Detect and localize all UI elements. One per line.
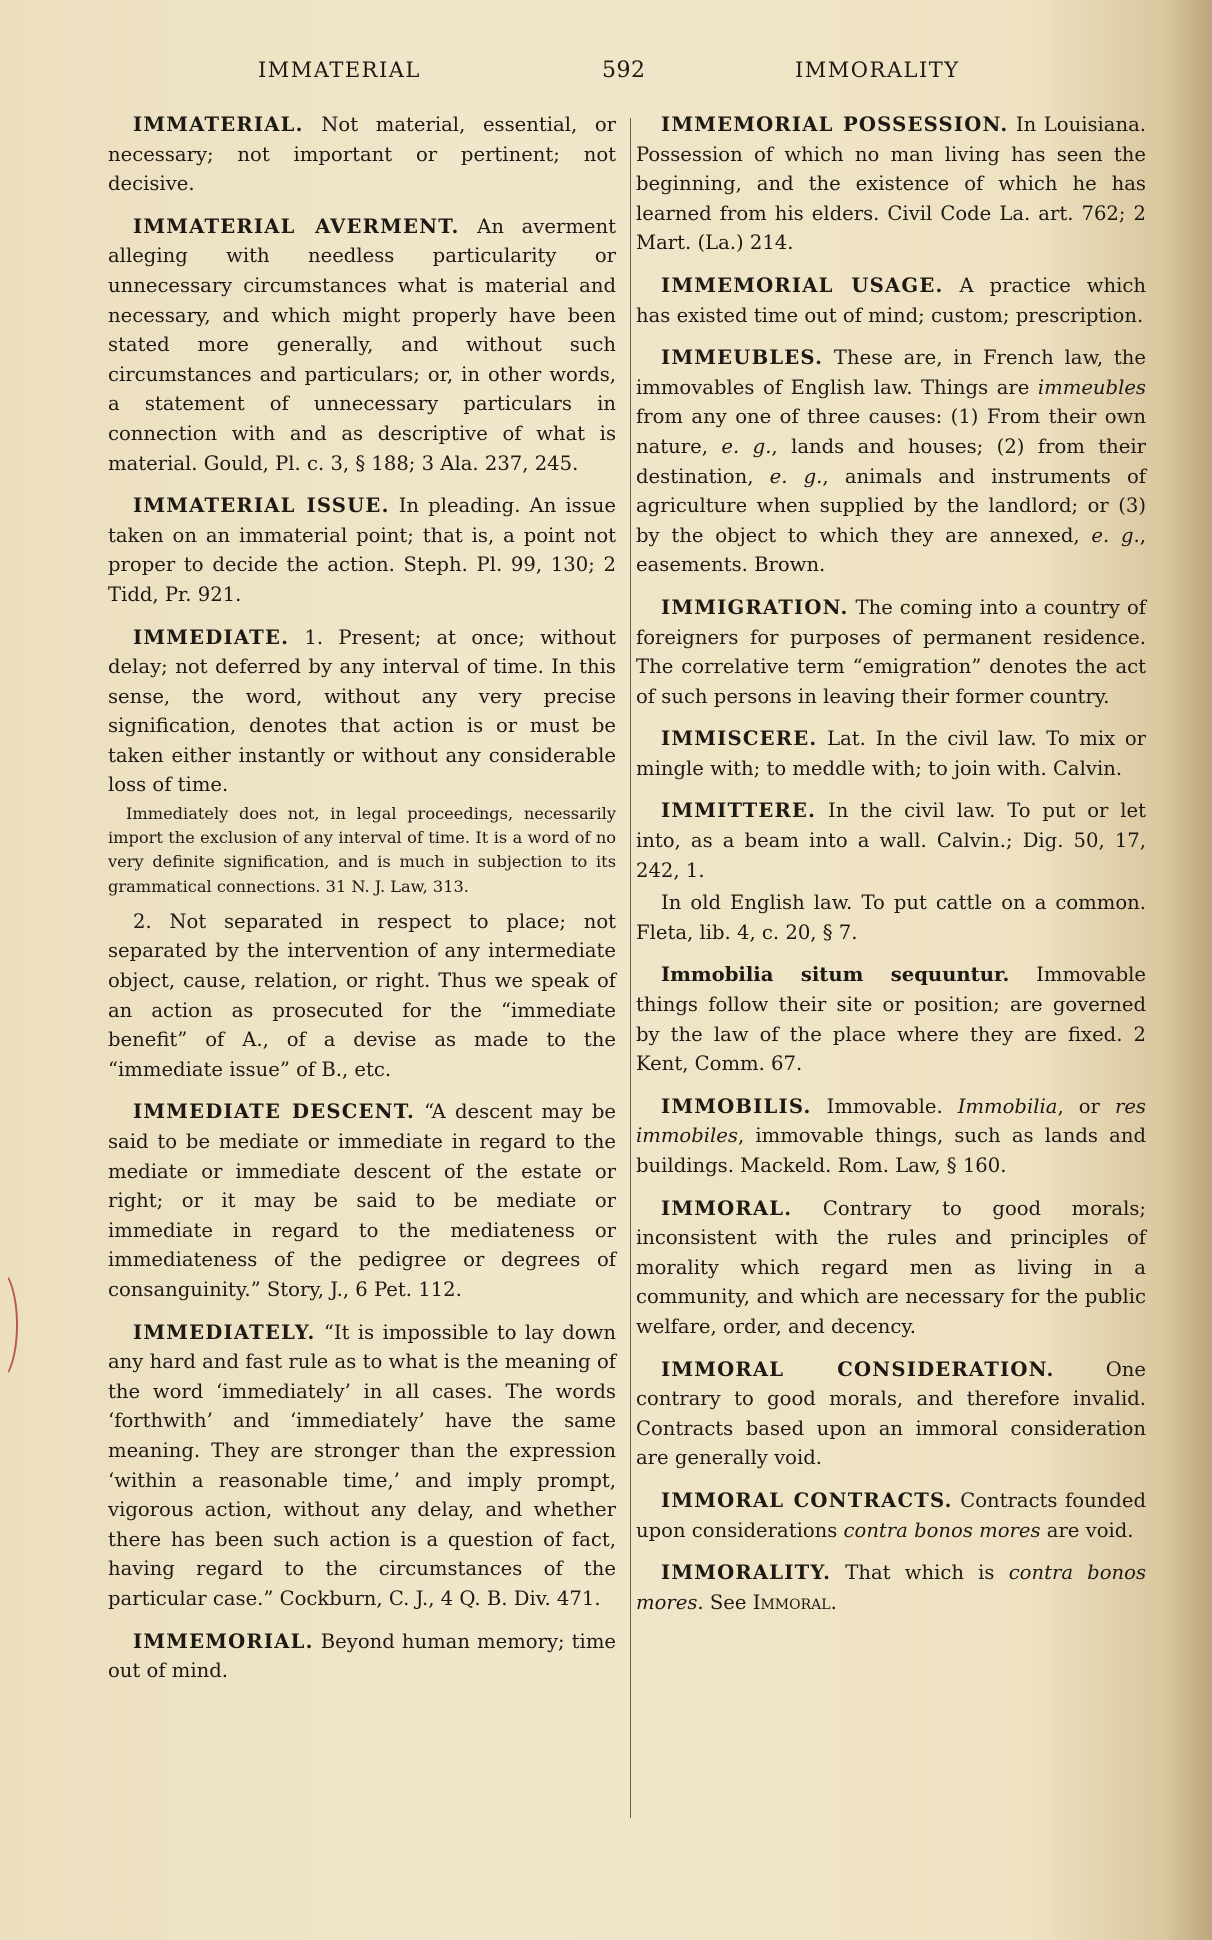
definition: The coming into a country of foreigners for purposes of permanent residence. The correlative term “emigration” denotes the act of such persons in leaving their former country. xyxy=(636,595,1146,708)
definition: “It is impossible to lay down any hard and fast rule as to what is the meaning of the word ‘immediately’ in all cases. The words ‘forthwith’ and ‘immediately’ have the same meaning. They are stronger than the expression ‘within a reasonable time,’ and imply prompt, vigorous action, without any delay, and whether there has been such action is a question of fact, having regard to the circumstances of the particular case.” Cockburn, C. J., 4 Q. B. Div. 471. xyxy=(108,1320,616,1610)
entry-immediately xyxy=(108,1318,616,1614)
page-edge-mark xyxy=(0,1268,18,1382)
headword: IMMEMORIAL POSSESSION. xyxy=(661,113,1009,136)
definition-italic: res immobiles xyxy=(636,1094,1146,1148)
entry-immobilia-maxim xyxy=(636,960,1146,1078)
definition-italic: contra bonos mores xyxy=(843,1518,1041,1542)
definition-part: , or xyxy=(1057,1094,1115,1118)
definition-part: , immovable things, such as lands and buildings. Mackeld. Rom. Law, § 160. xyxy=(636,1124,1146,1177)
entry-immediate-descent xyxy=(108,1097,616,1304)
definition-italic: e. g. xyxy=(1091,523,1140,547)
definition-part: from any one of three causes: (1) From their own nature, xyxy=(636,405,1146,458)
headword: IMMEDIATE DESCENT. xyxy=(133,1100,416,1124)
entry-immoral-consideration xyxy=(636,1355,1146,1473)
entry-immediate xyxy=(108,623,616,801)
entry-immediate-note: Immediately does not, in legal proceedings, necessarily import the exclusion of any interval of time. It is a word of no very definite signification, and is much in subjection to its grammatical connections. 31 N. J. Law, 313. xyxy=(108,804,616,896)
entry-immaterial-issue xyxy=(108,491,616,609)
entry-immigration xyxy=(636,593,1146,711)
entry-immemorial-usage xyxy=(636,271,1146,330)
headword: IMMEDIATE. xyxy=(133,625,290,649)
column-divider xyxy=(630,118,631,1818)
definition-part: are void. xyxy=(1040,1518,1134,1542)
running-header xyxy=(0,58,1212,92)
definition: Lat. In the civil law. To mix or mingle with; to meddle with; to join with. Calvin. xyxy=(636,727,1146,780)
definition: Not material, essential, or necessary; not important or pertinent; not decisive. xyxy=(108,113,616,196)
definition: In the civil law. To put or let into, as a beam into a wall. Calvin.; Dig. 50, 17, 242, 1. xyxy=(636,799,1146,882)
headword: IMMORAL. xyxy=(661,1196,793,1220)
headword: IMMORALITY. xyxy=(661,1561,832,1585)
definition-part: , animals and instruments of agriculture when supplied by the landlord; or (3) by the object to which they are annexed, xyxy=(636,464,1146,547)
headword: IMMISCERE. xyxy=(661,727,818,751)
headword: IMMIGRATION. xyxy=(661,595,849,619)
definition: Contrary to good morals; inconsistent with the rules and principles of morality which regard men as living in a community, and which are necessary for the public welfare, order, and decency. xyxy=(636,1196,1146,1338)
definition: “A descent may be said to be mediate or immediate in regard to the mediate or immediate descent of the estate or right; or it may be said to be mediate or immediate in regard to the mediateness or immediateness of the pedigree or degrees of consanguinity.” Story, J., 6 Pet. 112. xyxy=(108,1100,617,1301)
page-number: 592 xyxy=(602,58,646,83)
entry-immoral xyxy=(636,1194,1146,1342)
headword: IMMATERIAL AVERMENT. xyxy=(133,214,460,238)
left-column xyxy=(108,110,616,1699)
definition: Beyond human memory; time out of mind. xyxy=(108,1629,616,1683)
entry-immiscere xyxy=(636,724,1146,783)
definition-part: These are, in French law, the immovables of English law. Things are xyxy=(636,346,1146,399)
definition-italic: e. g. xyxy=(721,434,772,458)
cross-reference-link[interactable]: Immoral xyxy=(752,1590,831,1614)
entry-immittere xyxy=(636,796,1146,885)
definition-italic: e. g. xyxy=(769,464,823,488)
headword: IMMEMORIAL USAGE. xyxy=(661,273,944,297)
definition-part: That which is xyxy=(831,1561,1009,1585)
definition-part: Contracts founded upon considerations xyxy=(636,1488,1146,1542)
definition-italic: immeubles xyxy=(1037,375,1146,399)
headword: IMMOBILIS. xyxy=(661,1094,812,1118)
definition: A practice which has existed time out of mind; custom; prescription. xyxy=(636,273,1146,327)
maxim-translation: Immovable things follow their site or position; are governed by the law of the place where they are fixed. 2 Kent, Comm. 67. xyxy=(636,963,1146,1076)
definition: One contrary to good morals, and therefore invalid. Contracts based upon an immoral consideration are generally void. xyxy=(636,1357,1146,1470)
entry-immediate-sense-2: 2. Not separated in respect to place; not separated by the intervention of any intermediate object, cause, relation, or right. Thus we speak of an action as prosecuted for the “immediate benefit” of A., of a devise as made to the “immediate issue” of B., etc. xyxy=(108,909,616,1081)
headword: IMMATERIAL ISSUE. xyxy=(133,494,390,518)
headword: IMMITTERE. xyxy=(661,799,817,823)
definition-part: , lands and houses; (2) from their destination, xyxy=(636,434,1146,488)
definition-italic: Immobilia xyxy=(957,1094,1058,1118)
header-last-term: IMMORALITY xyxy=(795,58,960,82)
definition: In pleading. An issue taken on an immaterial point; that is, a point not proper to decide the action. Steph. Pl. 99, 130; 2 Tidd, Pr. 921. xyxy=(108,494,617,606)
headword: IMMORAL CONTRACTS. xyxy=(661,1488,953,1512)
entry-immittere-sense-2: In old English law. To put cattle on a common. Fleta, lib. 4, c. 20, § 7. xyxy=(636,891,1146,944)
right-column xyxy=(636,110,1146,1630)
entry-immemorial-possession xyxy=(636,110,1146,258)
definition-italic: contra bonos mores xyxy=(636,1561,1146,1614)
entry-immorality xyxy=(636,1558,1146,1617)
maxim-phrase: Immobilia situm sequuntur. xyxy=(661,963,1010,987)
headword: IMMEMORIAL. xyxy=(133,1629,314,1653)
entry-immemorial xyxy=(108,1627,616,1686)
definition-part: , easements. Brown. xyxy=(636,523,1146,577)
entry-immeubles xyxy=(636,343,1146,580)
header-first-term: IMMATERIAL xyxy=(258,58,421,82)
definition-part: . xyxy=(830,1590,837,1614)
definition-part: . See xyxy=(697,1590,753,1614)
definition: In Louisiana. Possession of which no man living has seen the beginning, and the existence of which he has learned from his elders. Civil Code La. art. 762; 2 Mart. (La.) 214. xyxy=(636,113,1147,255)
headword: IMMEUBLES. xyxy=(661,346,824,370)
headword: IMMORAL CONSIDERATION. xyxy=(661,1357,1055,1381)
definition: An averment alleging with needless particularity or unnecessary circumstances what is material and necessary, and which might properly have been stated more generally, and without such circumstances and particulars; or, in other words, a statement of unnecessary particulars in connection with and as descriptive of what is material. Gould, Pl. c. 3, § 188; 3 Ala. 237, 245. xyxy=(108,214,617,475)
entry-immobilis xyxy=(636,1092,1146,1181)
headword: IMMEDIATELY. xyxy=(133,1320,316,1344)
entry-immaterial-averment xyxy=(108,212,616,478)
headword: IMMATERIAL. xyxy=(133,113,304,136)
entry-immaterial xyxy=(108,110,616,199)
definition-part: Immovable. xyxy=(811,1094,958,1118)
entry-immoral-contracts xyxy=(636,1486,1146,1545)
definition: 1. Present; at once; without delay; not deferred by any interval of time. In this sense, the word, without any very precise signification, denotes that action is or must be taken either instantly or without any considerable loss of time. xyxy=(108,625,616,797)
